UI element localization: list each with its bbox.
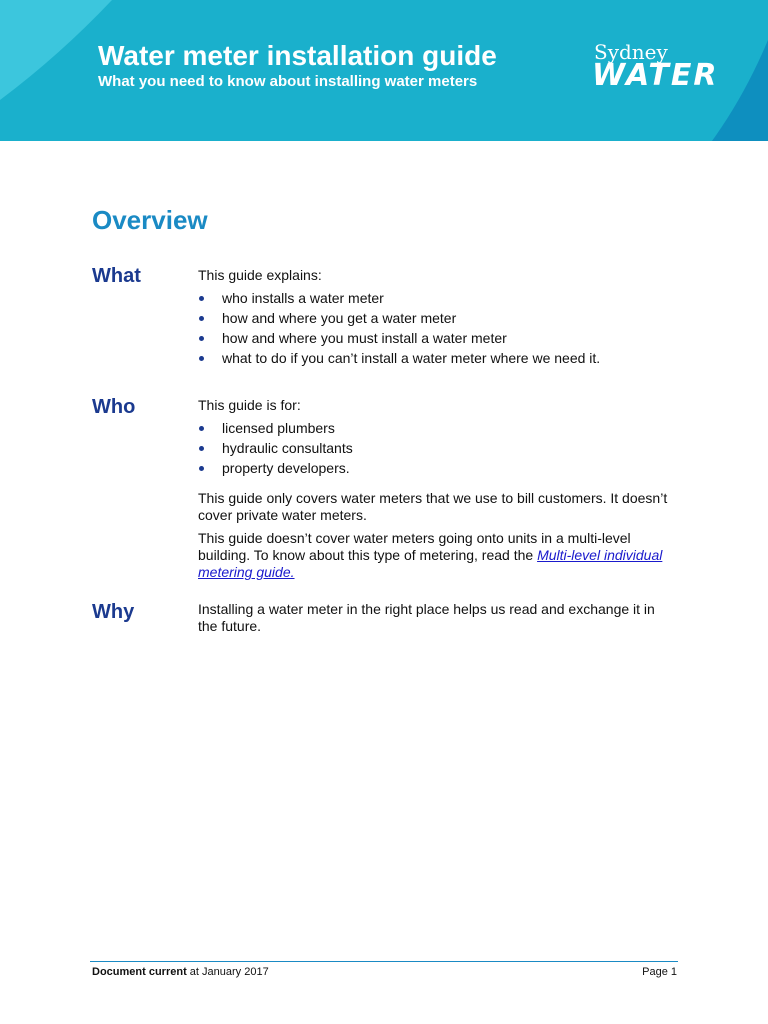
section-body-who [198, 397, 678, 587]
bullet-icon [199, 296, 204, 301]
bullet-icon [199, 336, 204, 341]
bullet-icon [199, 356, 204, 361]
list-item: how and where you get a water meter [198, 310, 678, 330]
who-list [198, 420, 678, 480]
bullet-icon [199, 316, 204, 321]
section-body-what [198, 267, 678, 376]
list-item: how and where you must install a water meter [198, 330, 678, 350]
section-label-why: Why [92, 601, 135, 623]
section-label-who: Who [92, 396, 136, 418]
header-banner [0, 0, 768, 141]
list-item: property developers. [198, 460, 678, 480]
document-title: Water meter installation guide [98, 40, 497, 71]
logo-water-text: WATER [592, 58, 719, 93]
section-label-what: What [92, 265, 141, 287]
document-subtitle: What you need to know about installing water meters [98, 73, 478, 90]
list-item: who installs a water meter [198, 290, 678, 310]
who-paragraph-multilevel: This guide doesn’t cover water meters going onto units in a multi-level building. To know about this type of metering, read the Multi-level individual metering guide. [198, 530, 663, 580]
footer-page-number: Page 1 [642, 966, 677, 978]
section-body-why [198, 601, 678, 641]
who-intro: This guide is for: [198, 397, 301, 413]
bullet-icon [199, 446, 204, 451]
bullet-icon [199, 426, 204, 431]
footer-divider [90, 961, 678, 962]
list-item: hydraulic consultants [198, 440, 678, 460]
why-text: Installing a water meter in the right place helps us read and exchange it in the future. [198, 601, 655, 634]
bullet-icon [199, 466, 204, 471]
logo-sydney-text: Sydney [594, 40, 668, 64]
overview-heading: Overview [92, 205, 208, 235]
footer-doc-current-date: at January 2017 [186, 966, 269, 978]
footer-document-current [92, 966, 269, 978]
what-list [198, 290, 678, 370]
list-item: what to do if you can’t install a water meter where we need it. [198, 350, 678, 370]
what-intro: This guide explains: [198, 267, 322, 283]
footer-doc-current-label: Document current [92, 966, 187, 978]
multi-level-guide-link[interactable]: Multi-level individual metering guide. [198, 547, 663, 580]
sydney-water-logo [592, 40, 732, 96]
list-item: licensed plumbers [198, 420, 678, 440]
who-paragraph-billing: This guide only covers water meters that we use to bill customers. It doesn’t cover private water meters. [198, 490, 668, 523]
